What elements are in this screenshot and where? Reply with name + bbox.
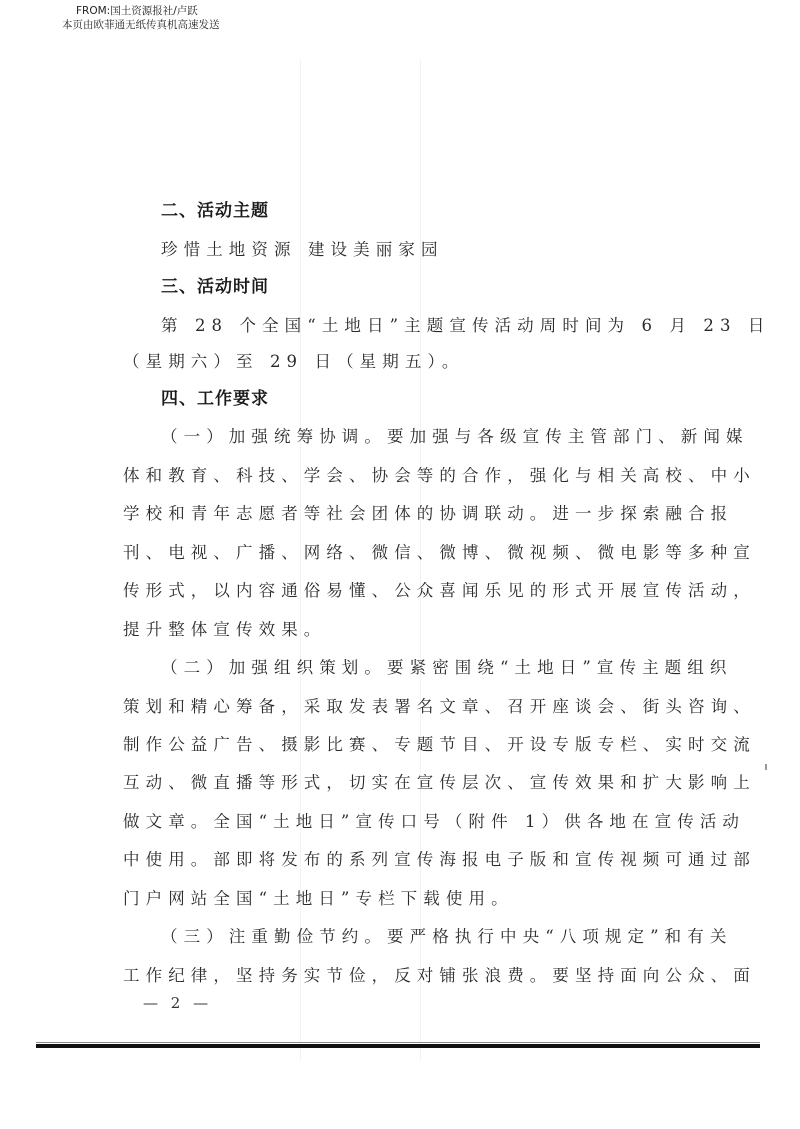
req2-line: 门户网站全国“土地日”专栏下载使用。: [123, 889, 514, 908]
req3-line: （三）注重勤俭节约。要严格执行中央“八项规定”和有关: [161, 927, 733, 946]
heading-work-requirements: 四、工作要求: [161, 389, 269, 409]
req1-line: 传形式，以内容通俗易懂、公众喜闻乐见的形式开展宣传活动，: [123, 581, 756, 600]
req1-line: 体和教育、科技、学会、协会等的合作，强化与相关高校、中小: [123, 466, 756, 485]
time-line-2: （星期六）至 29 日（星期五）。: [123, 352, 465, 371]
time-line-1: 第 28 个全国“土地日”主题宣传活动周时间为 6 月 23 日: [161, 316, 771, 335]
req2-line: （二）加强组织策划。要紧密围绕“土地日”宣传主题组织: [161, 658, 733, 677]
req2-line: 互动、微直播等形式，切实在宣传层次、宣传效果和扩大影响上: [123, 773, 756, 792]
page-divider-thin: [36, 1042, 760, 1043]
req2-line: 制作公益广告、摄影比赛、专题节目、开设专版专栏、实时交流: [123, 735, 756, 754]
req2-line: 中使用。部即将发布的系列宣传海报电子版和宣传视频可通过部: [123, 850, 756, 869]
req1-line: 刊、电视、广播、网络、微信、微博、微视频、微电影等多种宣: [123, 543, 756, 562]
fax-sent-via: 本页由欧菲通无纸传真机高速发送: [62, 19, 220, 31]
heading-activity-theme: 二、活动主题: [161, 201, 269, 221]
theme-text: 珍惜土地资源 建设美丽家园: [161, 240, 444, 259]
heading-activity-time: 三、活动时间: [161, 277, 269, 297]
page-number: — 2 —: [143, 994, 213, 1012]
req3-line: 工作纪律，坚持务实节俭，反对铺张浪费。要坚持面向公众、面: [123, 966, 756, 985]
req1-line: 学校和青年志愿者等社会团体的协调联动。进一步探索融合报: [123, 504, 734, 523]
fax-from: FROM:国土资源报社/卢跃: [76, 5, 198, 17]
scan-mark: [765, 764, 767, 770]
fax-header: [62, 4, 220, 32]
req2-line: 策划和精心筹备，采取发表署名文章、召开座谈会、街头咨询、: [123, 697, 756, 716]
req1-line: 提升整体宣传效果。: [123, 620, 327, 639]
req1-line: （一）加强统筹协调。要加强与各级宣传主管部门、新闻媒: [161, 427, 749, 446]
req2-line: 做文章。全国“土地日”宣传口号（附件 1）供各地在宣传活动: [123, 812, 746, 831]
page-divider: [36, 1044, 760, 1048]
